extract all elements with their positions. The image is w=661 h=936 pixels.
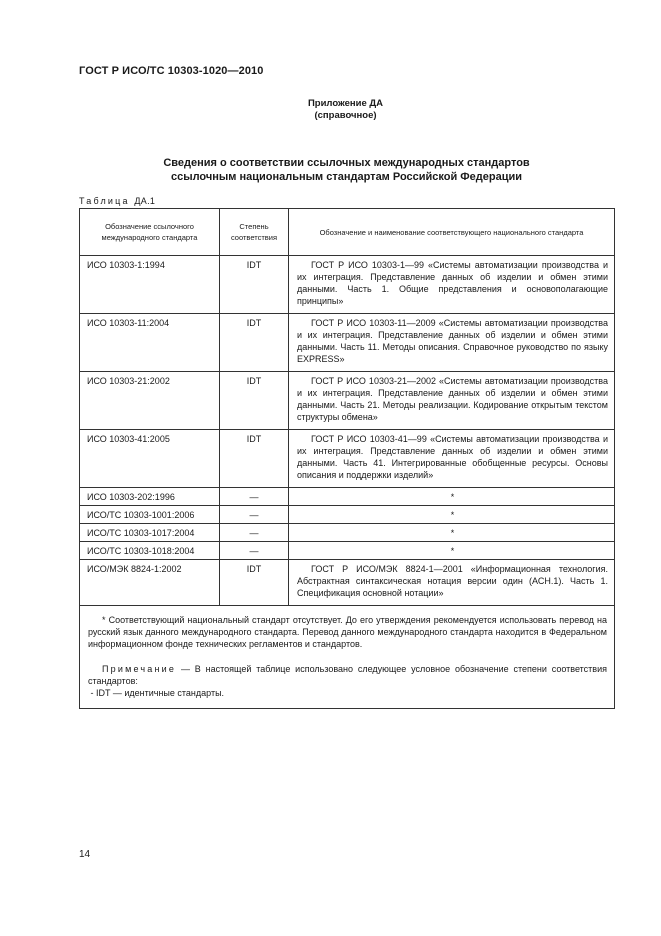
note-item (88, 687, 607, 699)
table-caption-number: ДА.1 (134, 196, 156, 206)
table-row (80, 372, 615, 430)
reference-cell: ИСО/ТС 10303-1017:2004 (80, 524, 220, 542)
table-caption-word: Таблица (79, 196, 130, 206)
annex-subtitle: (справочное) (314, 110, 377, 121)
table-row (80, 506, 615, 524)
degree-cell: — (220, 542, 289, 560)
degree-cell: — (220, 506, 289, 524)
note-label: Примечание (102, 664, 177, 674)
degree-cell: — (220, 488, 289, 506)
national-standard-cell: * (289, 506, 615, 524)
degree-cell: IDT (220, 372, 289, 430)
reference-cell: ИСО 10303-11:2004 (80, 314, 220, 372)
table-row (80, 524, 615, 542)
note-text: — В настоящей таблице использовано следующее условное обозначение степени соответствия стандартов: (88, 664, 607, 686)
degree-cell: IDT (220, 560, 289, 606)
page-number: 14 (79, 849, 91, 860)
footnote-text: * Соответствующий национальный стандарт отсутствует. До его утверждения рекомендуется использовать перевод на русский язык данного международного стандарта. Перевод данного международного стандарта находится в Федеральном информационном фонде технических регламентов и стандартов. (88, 615, 607, 649)
table-row (80, 430, 615, 488)
table-row (80, 488, 615, 506)
section-title-line-1: Сведения о соответствии ссылочных международных стандартов (163, 157, 530, 169)
note-paragraph (88, 663, 607, 687)
reference-cell: ИСО 10303-1:1994 (80, 256, 220, 314)
annex-title: Приложение ДА (307, 98, 384, 109)
national-standard-cell: * (289, 524, 615, 542)
national-standard-cell (289, 560, 615, 606)
correspondence-table (79, 208, 615, 709)
document-header: ГОСТ Р ИСО/ТС 10303-1020—2010 (79, 65, 264, 77)
reference-cell: ИСО/ТС 10303-1018:2004 (80, 542, 220, 560)
section-title-line-2: ссылочным национальным стандартам Российской Федерации (170, 171, 523, 183)
national-standard-cell (289, 314, 615, 372)
reference-cell: ИСО 10303-202:1996 (80, 488, 220, 506)
degree-cell: IDT (220, 430, 289, 488)
national-standard-cell (289, 256, 615, 314)
note-item-text: - IDT — идентичные стандарты. (90, 688, 225, 698)
national-standard-cell (289, 372, 615, 430)
column-header-national: Обозначение и наименование соответствующего национального стандарта (289, 209, 615, 256)
section-title (79, 156, 614, 184)
national-standard-text: ГОСТ Р ИСО 10303-1—99 «Системы автоматизации производства и их интеграция. Представление данных об изделии и обмен этими данными. Часть 1. Общие представления и основополагающие принципы» (297, 260, 608, 306)
national-standard-cell: * (289, 542, 615, 560)
table-row (80, 314, 615, 372)
table-header-row (80, 209, 615, 256)
reference-cell: ИСО 10303-41:2005 (80, 430, 220, 488)
column-header-reference: Обозначение ссылочного международного стандарта (80, 209, 220, 256)
national-standard-text: ГОСТ Р ИСО 10303-41—99 «Системы автоматизации производства и их интеграция. Представление данных об изделии и обмен этими данными. Часть 41. Интегрированные обобщенные ресурсы. Основы описания и поддержки изделий» (297, 434, 608, 480)
reference-cell: ИСО/ТС 10303-1001:2006 (80, 506, 220, 524)
table-caption (79, 196, 155, 206)
national-standard-cell: * (289, 488, 615, 506)
national-standard-text: ГОСТ Р ИСО 10303-11—2009 «Системы автоматизации производства и их интеграция. Представление данных об изделии и обмен этими данными. Часть 11. Методы описания. Справочное руководство по языку EXPRESS» (297, 318, 608, 364)
table-row (80, 542, 615, 560)
annex-heading (0, 98, 661, 122)
table-row (80, 256, 615, 314)
national-standard-text: ГОСТ Р ИСО/МЭК 8824-1—2001 «Информационная технология. Абстрактная синтаксическая нотация версии один (АСН.1). Часть 1. Спецификация основной нотации» (297, 564, 608, 598)
national-standard-cell (289, 430, 615, 488)
reference-cell: ИСО/МЭК 8824-1:2002 (80, 560, 220, 606)
degree-cell: — (220, 524, 289, 542)
table-row (80, 560, 615, 606)
reference-cell: ИСО 10303-21:2002 (80, 372, 220, 430)
table-footnotes (80, 606, 615, 709)
column-header-degree: Степень соответствия (220, 209, 289, 256)
table-footer-row (80, 606, 615, 709)
degree-cell: IDT (220, 314, 289, 372)
national-standard-text: ГОСТ Р ИСО 10303-21—2002 «Системы автоматизации производства и их интеграция. Представление данных об изделии и обмен этими данными. Часть 21. Методы реализации. Кодирование открытым текстом структуры обмена» (297, 376, 608, 422)
degree-cell: IDT (220, 256, 289, 314)
